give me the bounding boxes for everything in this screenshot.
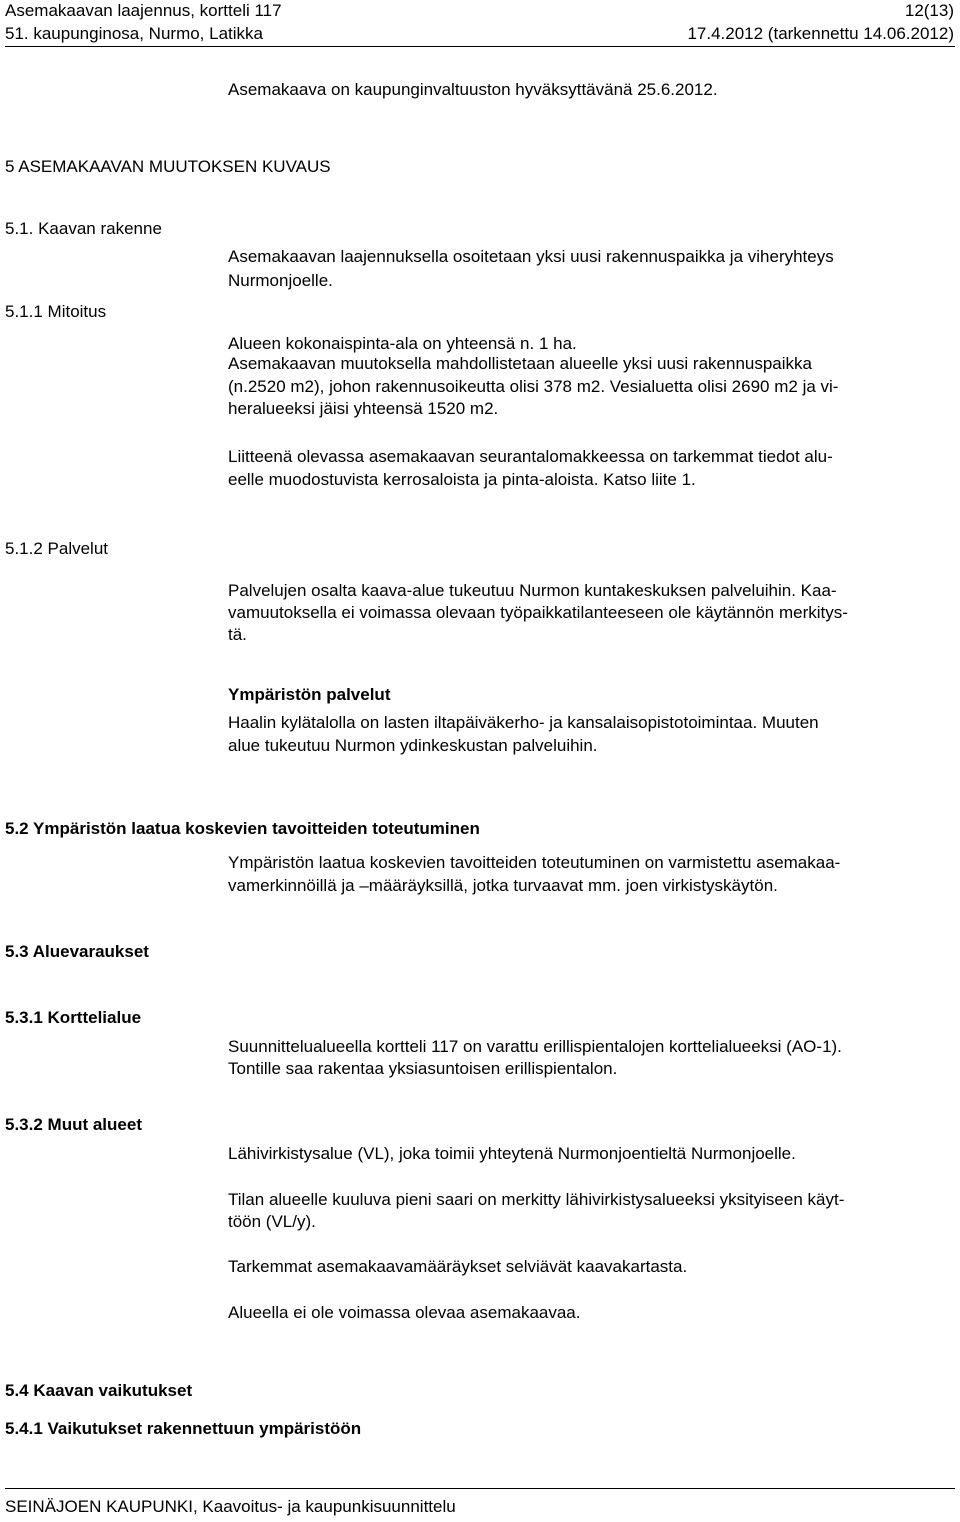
mitoitus-paragraph-line: (n.2520 m2), johon rakennusoikeutta olisi 378 m2. Vesialuetta olisi 2690 m2 ja vi- xyxy=(228,377,839,396)
mitoitus-attachment-line: Liitteenä olevassa asemakaavan seurantalomakkeessa on tarkemmat tiedot alu- xyxy=(228,447,833,466)
env-services-line: Haalin kylätalolla on lasten iltapäiväkerho- ja kansalaisopistotoimintaa. Muuten xyxy=(228,713,819,732)
muut-alueet-vl: Lähivirkistysalue (VL), joka toimii yhteytenä Nurmonjoentieltä Nurmonjoelle. xyxy=(228,1144,796,1163)
section-5-1-heading: 5.1. Kaavan rakenne xyxy=(5,219,162,238)
section-5-3-1-heading: 5.3.1 Korttelialue xyxy=(5,1008,142,1027)
section-5-4-1-heading: 5.4.1 Vaikutukset rakennettuun ympäristöön xyxy=(5,1419,362,1438)
section-5-2-line: Ympäristön laatua koskevien tavoitteiden toteutuminen on varmistettu asemakaa- xyxy=(228,853,841,872)
section-5-2-line: vamerkinnöillä ja –määräyksillä, jotka turvaavat mm. joen virkistyskäytön. xyxy=(228,876,778,895)
header-title-line2: 51. kaupunginosa, Nurmo, Latikka xyxy=(5,24,263,43)
mitoitus-paragraph-line: Asemakaavan muutoksella mahdollistetaan alueelle yksi uusi rakennuspaikka xyxy=(228,354,812,373)
section-5-1-line-2: Nurmonjoelle. xyxy=(228,271,333,290)
muut-alueet-island-line: Tilan alueelle kuuluva pieni saari on merkitty lähivirkistysalueeksi yksityiseen käyt- xyxy=(228,1190,845,1209)
mitoitus-attachment-line: eelle muodostuvista kerrosaloista ja pinta-aloista. Katso liite 1. xyxy=(228,470,696,489)
palvelut-line: tä. xyxy=(228,625,247,644)
muut-alueet-no-plan: Alueella ei ole voimassa olevaa asemakaavaa. xyxy=(228,1303,581,1322)
section-5-2-heading: 5.2 Ympäristön laatua koskevien tavoitteiden toteutuminen xyxy=(5,819,480,838)
mitoitus-paragraph-line: heralueeksi jäisi yhteensä 1520 m2. xyxy=(228,399,499,418)
header-page-number: 12(13) xyxy=(904,1,954,20)
header-title-line1: Asemakaavan laajennus, kortteli 117 xyxy=(5,1,282,20)
header-divider xyxy=(5,46,955,47)
muut-alueet-regulations: Tarkemmat asemakaavamääräykset selviävät kaavakartasta. xyxy=(228,1257,688,1276)
approval-note: Asemakaava on kaupunginvaltuuston hyväksyttävänä 25.6.2012. xyxy=(228,80,718,99)
section-5-1-line-1: Asemakaavan laajennuksella osoitetaan yksi uusi rakennuspaikka ja viheryhteys xyxy=(228,247,834,266)
section-5-3-2-heading: 5.3.2 Muut alueet xyxy=(5,1115,142,1134)
mitoitus-total-area: Alueen kokonaispinta-ala on yhteensä n. 1 ha. xyxy=(228,334,577,353)
footer-divider xyxy=(5,1488,955,1489)
korttelialue-line: Tontille saa rakentaa yksiasuntoisen erillispientalon. xyxy=(228,1059,618,1078)
section-5-1-2-heading: 5.1.2 Palvelut xyxy=(5,539,109,558)
footer-text: SEINÄJOEN KAUPUNKI, Kaavoitus- ja kaupunkisuunnittelu xyxy=(5,1497,456,1516)
section-5-heading: 5 ASEMAKAAVAN MUUTOKSEN KUVAUS xyxy=(5,157,331,176)
header-date: 17.4.2012 (tarkennettu 14.06.2012) xyxy=(687,24,954,43)
section-5-3-heading: 5.3 Aluevaraukset xyxy=(5,942,149,961)
env-services-line: alue tukeutuu Nurmon ydinkeskustan palveluihin. xyxy=(228,736,598,755)
palvelut-line: vamuutoksella ei voimassa olevaan työpaikkatilanteeseen ole käytännön merkitys- xyxy=(228,603,848,622)
korttelialue-line: Suunnittelualueella kortteli 117 on varattu erillispientalojen korttelialueeksi (AO-1). xyxy=(228,1037,842,1056)
palvelut-line: Palvelujen osalta kaava-alue tukeutuu Nurmon kuntakeskuksen palveluihin. Kaa- xyxy=(228,581,837,600)
section-5-1-1-heading: 5.1.1 Mitoitus xyxy=(5,302,107,321)
muut-alueet-island-line: töön (VL/y). xyxy=(228,1212,316,1231)
env-services-heading: Ympäristön palvelut xyxy=(228,685,391,704)
section-5-4-heading: 5.4 Kaavan vaikutukset xyxy=(5,1381,193,1400)
